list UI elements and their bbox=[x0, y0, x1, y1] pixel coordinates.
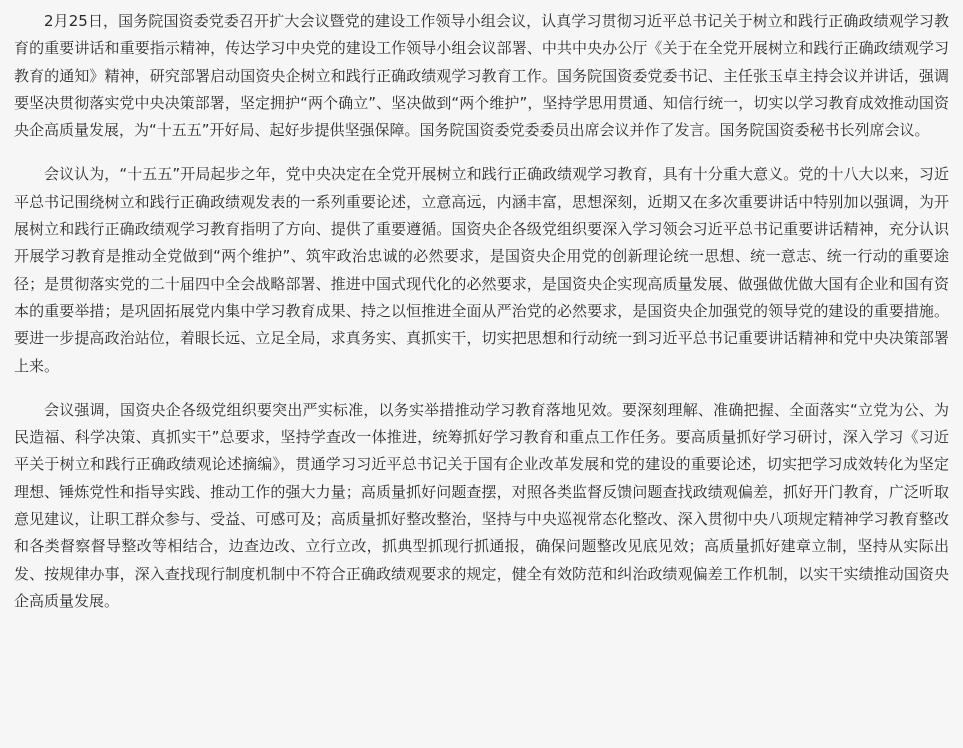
article-paragraph: 会议强调，国资央企各级党组织要突出严实标准，以务实举措推动学习教育落地见效。要深刻理解、准确把握、全面落实“立党为公、为民造福、科学决策、真抓实干”总要求，坚持学查改一体推进，统筹抓好学习教育和重点工作任务。要高质量抓好学习研讨，深入学习《习近平关于树立和践行正确政绩观论述摘编》，贯通学习习近平总书记关于国有企业改革发展和党的建设的重要论述，切实把学习成效转化为坚定理想、锤炼党性和指导实践、推动工作的强大力量；高质量抓好问题查摆，对照各类监督反馈问题查找政绩观偏差，抓好开门教育，广泛听取意见建议，让职工群众参与、受益、可感可及；高质量抓好整改整治，坚持与中央巡视常态化整改、深入贯彻中央八项规定精神学习教育整改和各类督察督导整改等相结合，边查边改、立行立改，抓典型抓现行抓通报，确保问题整改见底见效；高质量抓好建章立制，坚持从实际出发、按规律办事，深入查找现行制度机制中不符合正确政绩观要求的规定，健全有效防范和纠治政绩观偏差工作机制，以实干实绩推动国资央企高质量发展。 bbox=[14, 400, 949, 610]
article-paragraph: 2月25日，国务院国资委党委召开扩大会议暨党的建设工作领导小组会议，认真学习贯彻习近平总书记关于树立和践行正确政绩观学习教育的重要讲话和重要指示精神，传达学习中央党的建设工作领导小组会议部署、中共中央办公厅《关于在全党开展树立和践行正确政绩观学习教育的通知》精神，研究部署启动国资央企树立和践行正确政绩观学习教育工作。国务院国资委党委书记、主任张玉卓主持会议并讲话，强调要坚决贯彻落实党中央决策部署，坚定拥护“两个确立”、坚决做到“两个维护”，坚持学思用贯通、知信行统一，切实以学习教育成效推动国资央企高质量发展，为“十五五”开好局、起好步提供坚强保障。国务院国资委党委委员出席会议并作了发言。国务院国资委秘书长列席会议。 bbox=[14, 12, 949, 140]
article-body bbox=[14, 8, 949, 615]
article-paragraph: 会议认为，“十五五”开局起步之年，党中央决定在全党开展树立和践行正确政绩观学习教育，具有十分重大意义。党的十八大以来，习近平总书记围绕树立和践行正确政绩观发表的一系列重要论述，立意高远，内涵丰富，思想深刻，近期又在多次重要讲话中特别加以强调，为开展树立和践行正确政绩观学习教育指明了方向、提供了重要遵循。国资央企各级党组织要深入学习领会习近平总书记重要讲话精神，充分认识开展学习教育是推动全党做到“两个维护”、筑牢政治忠诚的必然要求，是国资央企用党的创新理论统一思想、统一意志、统一行动的重要途径；是贯彻落实党的二十届四中全会战略部署、推进中国式现代化的必然要求，是国资央企实现高质量发展、做强做优做大国有企业和国有资本的重要举措；是巩固拓展党内集中学习教育成果、持之以恒推进全面从严治党的必然要求，是国资央企加强党的领导党的建设的重要措施。要进一步提高政治站位，着眼长远、立足全局，求真务实、真抓实干，切实把思想和行动统一到习近平总书记重要讲话精神和党中央决策部署上来。 bbox=[14, 165, 949, 375]
